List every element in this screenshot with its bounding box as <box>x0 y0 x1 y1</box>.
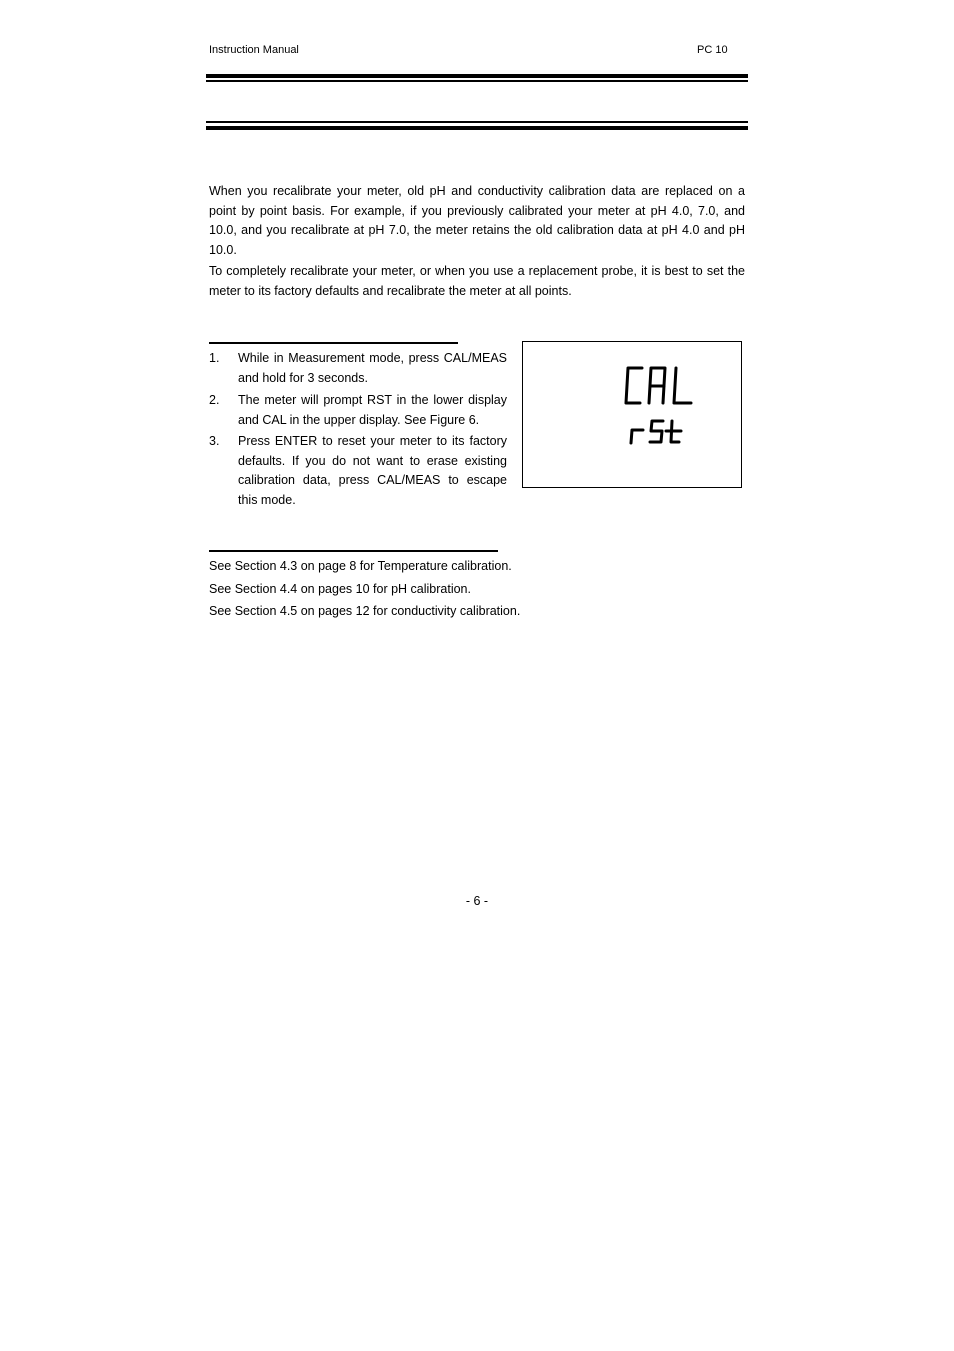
page-number: - 6 - <box>465 894 489 908</box>
reference-ph: See Section 4.4 on pages 10 for pH calibration. <box>209 582 471 596</box>
lcd-lower-display <box>631 421 681 443</box>
step-3 <box>209 432 507 510</box>
figure-6-lcd-display <box>522 341 742 488</box>
intro-paragraph-1: When you recalibrate your meter, old pH and conductivity calibration data are replaced on a point by point basis. For example, if you previously calibrated your meter at pH 4.0, 7.0, and 10.0, and you recalibrate at pH 7.0, the meter retains the old calibration data at pH 4.0 and pH 10.0. <box>209 184 745 257</box>
header-model: PC 10 <box>697 44 728 56</box>
step-3-text: Press ENTER to reset your meter to its factory defaults. If you do not want to erase existing calibration data, press CAL/MEAS to escape this mode. <box>238 434 507 507</box>
step-2-number: 2. <box>209 393 220 407</box>
step-3-number: 3. <box>209 434 220 448</box>
title-rule-thin <box>206 121 748 123</box>
references-heading-rule <box>209 550 498 552</box>
top-rule-thin <box>206 80 748 82</box>
step-1-number: 1. <box>209 351 220 365</box>
step-1-text: While in Measurement mode, press CAL/MEAS and hold for 3 seconds. <box>238 351 507 385</box>
lcd-upper-display <box>626 368 691 403</box>
intro-paragraph-2: To completely recalibrate your meter, or when you use a replacement probe, it is best to set the meter to its factory defaults and recalibrate the meter at all points. <box>209 264 745 298</box>
header-title: Instruction Manual <box>209 44 299 56</box>
reference-temperature: See Section 4.3 on page 8 for Temperature calibration. <box>209 559 512 573</box>
reference-conductivity: See Section 4.5 on pages 12 for conductivity calibration. <box>209 604 521 618</box>
step-1 <box>209 349 507 388</box>
step-2 <box>209 391 507 430</box>
lcd-segments <box>523 342 741 487</box>
top-rule-thick <box>206 74 748 78</box>
section-heading-rule <box>209 342 458 344</box>
step-2-text: The meter will prompt RST in the lower display and CAL in the upper display. See Figure 6. <box>238 393 507 427</box>
title-rule-thick <box>206 126 748 130</box>
